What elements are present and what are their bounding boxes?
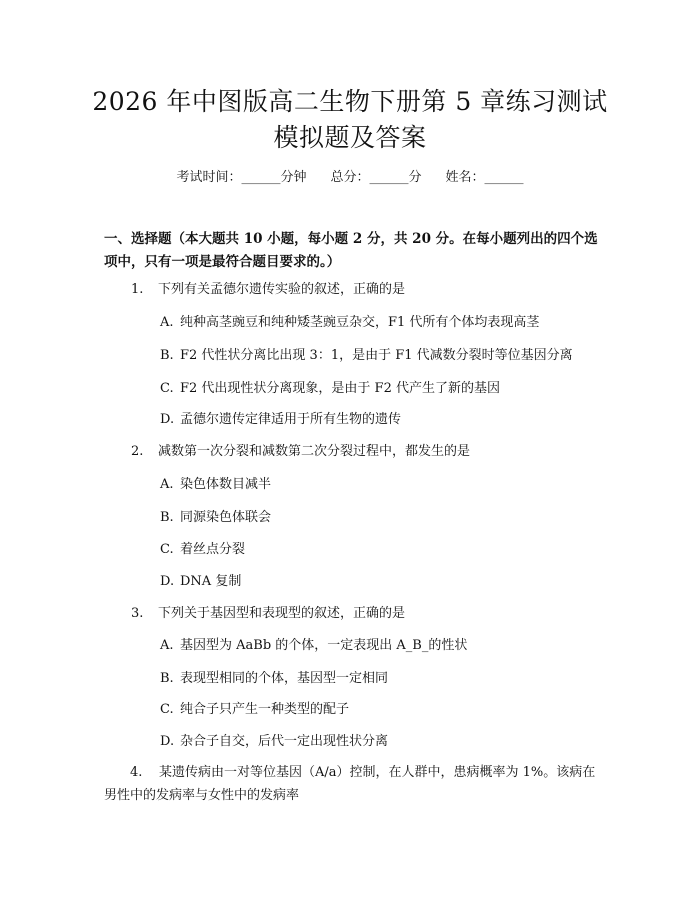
option-text: 着丝点分裂 xyxy=(180,542,246,557)
option-letter: B. xyxy=(160,348,174,363)
question-4 xyxy=(104,761,604,807)
option-letter: C. xyxy=(160,381,174,396)
question-number: 4. xyxy=(130,765,143,780)
option-letter: C. xyxy=(160,542,174,557)
option-letter: D. xyxy=(160,412,175,427)
question-3 xyxy=(131,604,405,624)
option-text: 染色体数目减半 xyxy=(180,477,272,492)
option-letter: D. xyxy=(160,734,175,749)
exam-meta xyxy=(0,168,700,188)
student-name-label: 姓名：______ xyxy=(445,170,524,185)
question-2-option-b xyxy=(160,508,271,528)
section-heading: 一、选择题（本大题共 10 小题，每小题 2 分，共 20 分。在每小题列出的四个选项中，只有一项是最符合题目要求的。） xyxy=(104,231,598,270)
option-letter: A. xyxy=(160,477,174,492)
document-title-line-1: 2026 年中图版高二生物下册第 5 章练习测试 xyxy=(92,87,608,116)
question-1-option-d xyxy=(160,410,401,430)
option-letter: A. xyxy=(160,315,174,330)
question-number: 3. xyxy=(131,606,144,621)
question-1 xyxy=(131,280,405,300)
question-3-option-a xyxy=(160,636,467,656)
option-text: 基因型为 AaBb 的个体，一定表现出 A_B_的性状 xyxy=(180,638,468,653)
question-2-option-c xyxy=(160,540,245,560)
option-letter: D. xyxy=(160,574,175,589)
question-2-option-d xyxy=(160,572,241,592)
question-2 xyxy=(131,442,470,462)
question-1-option-a xyxy=(160,313,539,333)
question-stem: 某遗传病由一对等位基因（A/a）控制，在人群中，患病概率为 1%。该病在男性中的发病率与女性中的发病率 xyxy=(104,765,596,803)
option-text: 杂合子自交，后代一定出现性状分离 xyxy=(180,734,389,749)
total-score-label: 总分：______分 xyxy=(330,170,422,185)
option-text: 表现型相同的个体，基因型一定相同 xyxy=(180,671,389,686)
option-letter: A. xyxy=(160,638,174,653)
question-number: 2. xyxy=(131,444,144,459)
question-1-option-c xyxy=(160,379,500,399)
option-text: 纯种高茎豌豆和纯种矮茎豌豆杂交，F1 代所有个体均表现高茎 xyxy=(180,315,540,330)
option-text: 同源染色体联会 xyxy=(180,510,272,525)
exam-time-label: 考试时间：______分钟 xyxy=(176,170,307,185)
option-text: F2 代性状分离比出现 3：1，是由于 F1 代减数分裂时等位基因分离 xyxy=(180,348,573,363)
question-3-option-d xyxy=(160,732,388,752)
option-text: F2 代出现性状分离现象，是由于 F2 代产生了新的基因 xyxy=(180,381,500,396)
question-stem: 减数第一次分裂和减数第二次分裂过程中，都发生的是 xyxy=(158,444,471,459)
question-1-option-b xyxy=(160,346,573,366)
option-text: 纯合子只产生一种类型的配子 xyxy=(180,702,350,717)
option-letter: B. xyxy=(160,671,174,686)
question-stem: 下列有关孟德尔遗传实验的叙述，正确的是 xyxy=(158,282,406,297)
document-title-line-2: 模拟题及答案 xyxy=(273,123,427,152)
option-text: DNA 复制 xyxy=(180,574,242,589)
question-3-option-b xyxy=(160,669,388,689)
option-letter: C. xyxy=(160,702,174,717)
question-stem: 下列关于基因型和表现型的叙述，正确的是 xyxy=(158,606,406,621)
question-2-option-a xyxy=(160,475,271,495)
question-3-option-c xyxy=(160,700,349,720)
question-number: 1. xyxy=(131,282,144,297)
option-text: 孟德尔遗传定律适用于所有生物的遗传 xyxy=(180,412,402,427)
option-letter: B. xyxy=(160,510,174,525)
